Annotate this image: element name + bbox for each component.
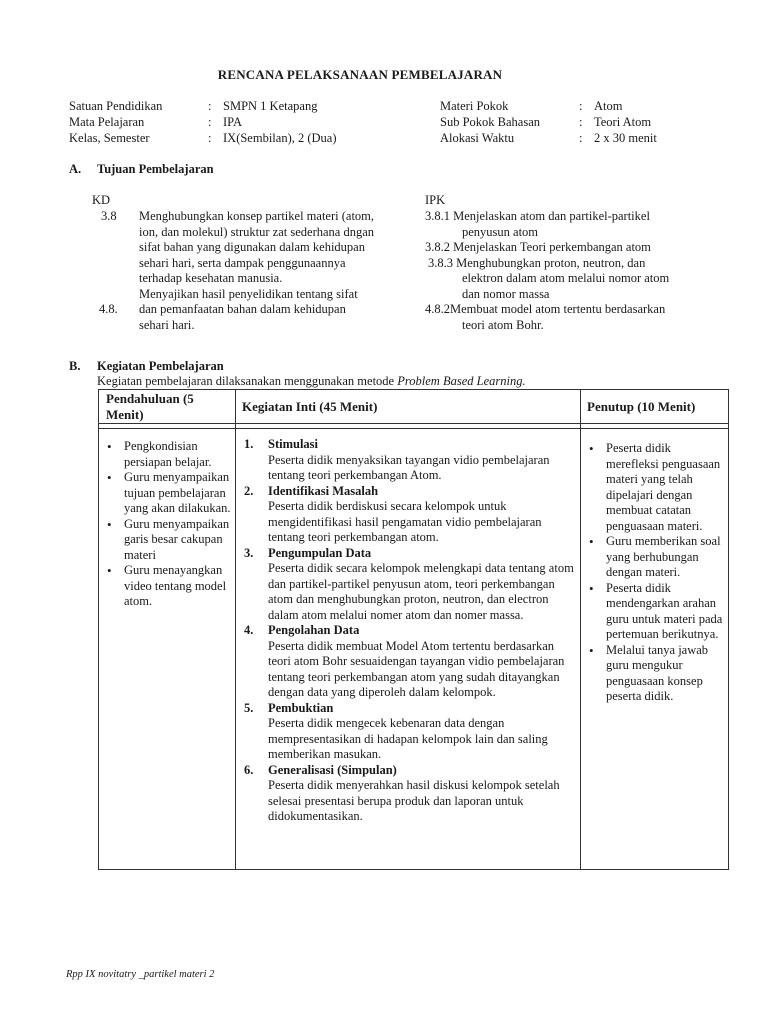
header-label: Sub Pokok Bahasan [440,115,540,129]
header-label: Satuan Pendidikan [69,99,163,113]
list-item: • Pengkondisian persiapan belajar. [102,439,232,470]
list-item: • Peserta didik merefleksi penguasaan materi yang telah dipelajari dengan membuat catatan penguasaan materi. [584,441,724,534]
kd-number: 3.8 [101,209,117,223]
header-value: SMPN 1 Ketapang [223,99,318,113]
step-title: Identifikasi Masalah [268,483,379,498]
step-number: 2. [244,483,254,498]
kd-text-line: ion, dan molekul) struktur zat sederhana dngan [139,224,374,239]
step-item [240,437,576,484]
section-b-title: Kegiatan Pembelajaran [97,359,224,373]
step-title: Stimulasi [268,437,319,451]
kd-number: 4.8. [99,302,118,316]
header-value: Teori Atom [594,115,652,129]
kd-text-line: Menyajikan hasil penyelidikan tentang sifat [139,286,358,301]
header-label: Alokasi Waktu [440,131,515,145]
step-item [240,623,576,701]
header-sep: : [579,115,583,129]
ipk-text-line: teori atom Bohr. [462,317,544,332]
kd-header: KD [92,193,111,207]
column-divider [580,390,581,869]
step-item [240,763,576,825]
kd-text-line: dan pemanfaatan bahan dalam kehidupan [139,302,346,316]
kd-text-line: sehari hari. [139,317,195,332]
ipk-text-line: 4.8.2Membuat model atom tertentu berdasarkan [425,302,666,316]
list-item: • Guru memberikan soal yang berhubungan dengan materi. [584,534,724,581]
ipk-text-line: 3.8.3 Menghubungkan proton, neutron, dan [428,255,646,270]
step-number: 6. [244,762,254,777]
header-value: IPA [223,115,242,129]
section-b-letter: B. [69,359,81,373]
penutup-list [584,441,724,705]
inti-steps [240,437,576,825]
header-label: Mata Pelajaran [69,115,145,129]
list-item: • Guru menayangkan video tentang model atom. [102,563,232,610]
section-a-title: Tujuan Pembelajaran [97,162,214,176]
step-text: Peserta didik menyaksikan tayangan vidio pembelajaran tentang teori perkembangan Atom. [268,452,550,482]
table-header-penutup: Penutup (10 Menit) [587,399,696,414]
step-title: Pengolahan Data [268,623,360,637]
ipk-header: IPK [425,193,446,207]
kd-text-line: sehari hari, serta dampak penggunaannya [139,255,346,270]
header-divider [99,428,728,429]
header-value: IX(Sembilan), 2 (Dua) [223,131,337,145]
step-item [240,701,576,763]
header-value: 2 x 30 menit [594,131,657,145]
kd-text-line: terhadap kesehatan manusia. [139,271,283,285]
list-item: • Peserta didik mendengarkan arahan guru untuk materi pada pertemuan berikutnya. [584,581,724,643]
table-header-pendahuluan: Pendahuluan (5 Menit) [106,391,194,422]
list-item: • Guru menyampaikan tujuan pembelajaran yang akan dilakukan. [102,470,232,517]
activity-table [98,389,729,870]
intro-text: Kegiatan pembelajaran dilaksanakan menggunakan metode [97,374,398,388]
step-text: Peserta didik membuat Model Atom tertentu berdasarkan teori atom Bohr sesuaidengan tayangan vidio pembelajaran tentang teori perkembangan atom yang sudah ditayangkan dengan data yang diperoleh dalam kelompok. [268,638,565,699]
step-item [240,546,576,624]
step-title: Pembuktian [268,700,334,715]
step-number: 5. [244,700,254,715]
kd-text-line: sifat bahan yang digunakan dalam kehidupan [139,240,365,254]
step-number: 4. [244,623,254,637]
step-number: 1. [244,437,254,451]
header-sep: : [208,131,212,145]
header-label: Kelas, Semester [69,131,150,145]
section-a-letter: A. [69,162,82,176]
step-text: Peserta didik secara kelompok melengkapi data tentang atom dan partikel-partikel penyusun atom, teori perkembangan atom dan menghubungkan proton, neutron, dan electron dalam atom melalui nomer atom dan nomer massa. [268,561,574,622]
header-sep: : [208,115,212,129]
header-value: Atom [594,99,623,113]
step-text: Peserta didik menyerahkan hasil diskusi kelompok setelah selesai presentasi berupa produk dan laporan untuk didokumentasikan. [268,778,560,823]
column-divider [235,390,236,869]
list-item: • Guru menyampaikan garis besar cakupan materi [102,517,232,564]
page-title: RENCANA PELAKSANAAN PEMBELAJARAN [217,67,503,82]
ipk-text-line: dan nomor massa [462,286,550,301]
method-name: Problem Based Learning. [397,374,526,388]
page-footer: Rpp IX novitatry _partikel materi 2 [66,969,215,980]
step-title: Generalisasi (Simpulan) [268,762,397,777]
ipk-text-line: 3.8.1 Menjelaskan atom dan partikel-partikel [425,209,650,223]
step-item [240,484,576,546]
pendahuluan-column [102,439,232,610]
step-title: Pengumpulan Data [268,545,372,560]
step-number: 3. [244,545,254,560]
header-label: Materi Pokok [440,99,509,113]
kd-text-line: Menghubungkan konsep partikel materi (atom, [139,209,375,223]
header-divider [99,423,728,424]
section-b-intro [97,374,526,390]
header-sep: : [579,131,583,145]
ipk-text-line: elektron dalam atom melalui nomor atom [462,271,670,285]
penutup-column [584,441,724,705]
table-header-inti: Kegiatan Inti (45 Menit) [242,399,378,414]
list-item: • Melalui tanya jawab guru mengukur penguasaan konsep peserta didik. [584,643,724,705]
step-text: Peserta didik berdiskusi secara kelompok untuk mengidentifikasi hasil pengamatan vidio pembelajaran tentang teori perkembangan atom. [268,499,542,544]
step-text: Peserta didik mengecek kebenaran data dengan mempresentasikan di hadapan kelompok lain dan saling memberikan masukan. [268,716,548,761]
header-sep: : [579,99,583,113]
header-sep: : [208,99,212,113]
inti-column [240,437,576,825]
pendahuluan-list [102,439,232,610]
ipk-text-line: penyusun atom [462,224,539,239]
ipk-text-line: 3.8.2 Menjelaskan Teori perkembangan atom [425,240,651,254]
